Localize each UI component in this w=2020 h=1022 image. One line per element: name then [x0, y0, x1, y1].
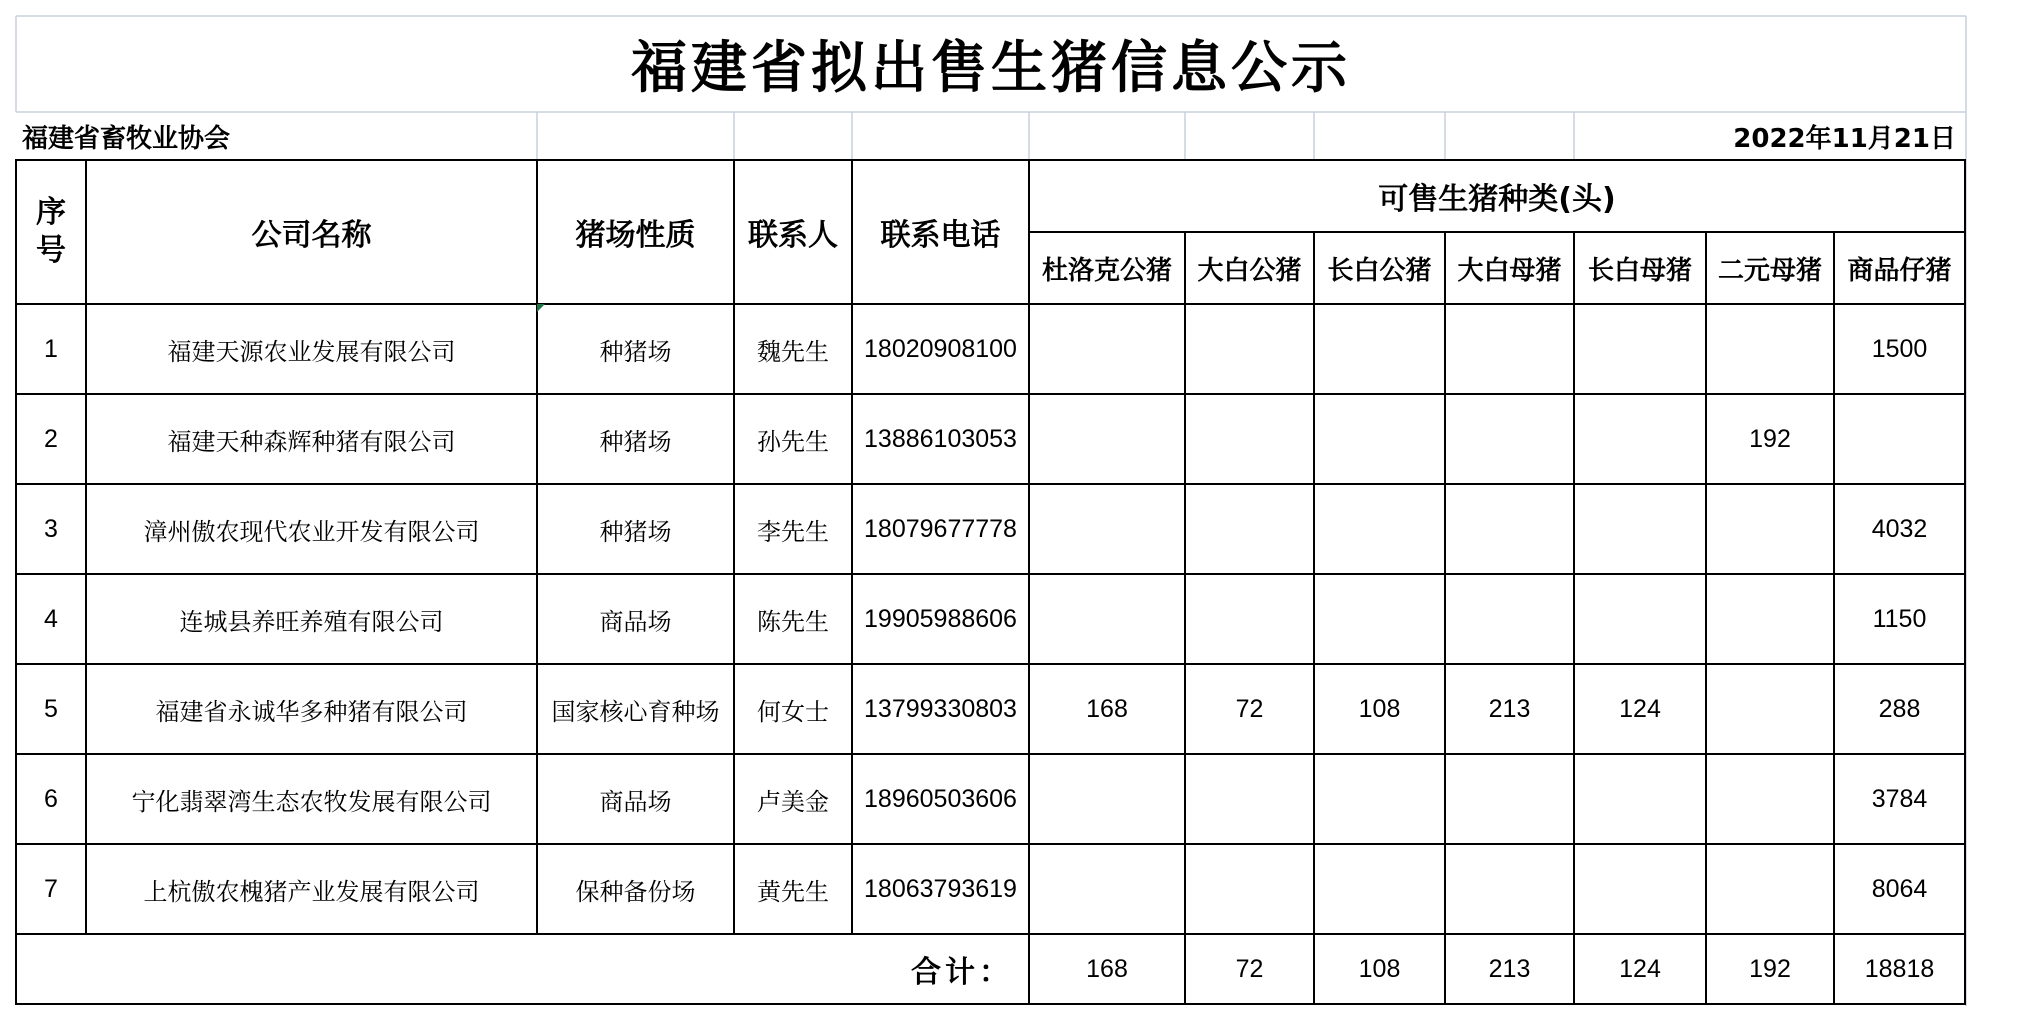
row-count-cell — [1445, 574, 1574, 664]
total-count-cell: 18818 — [1864, 954, 1935, 983]
row-phone: 18079677778 — [864, 514, 1017, 543]
header-contact: 联系人 — [748, 218, 838, 253]
page-title: 福建省拟出售生猪信息公示 — [631, 36, 1351, 101]
row-seq: 1 — [44, 334, 58, 363]
header-breed-group: 可售生猪种类(头) — [1378, 182, 1616, 217]
row-seq: 5 — [44, 694, 58, 723]
header-breed-commercial-piglet: 商品仔猪 — [1847, 255, 1952, 286]
row-count-cell: 168 — [1086, 694, 1128, 723]
header-breed-large-white-boar: 大白公猪 — [1197, 255, 1302, 286]
row-count-cell — [1574, 484, 1706, 574]
row-count-cell — [1185, 394, 1314, 484]
row-count-cell — [1445, 844, 1574, 934]
row-count-cell — [1185, 484, 1314, 574]
header-seq-line2: 号 — [36, 233, 66, 268]
row-company: 福建天源农业发展有限公司 — [167, 337, 456, 366]
row-company: 上杭傲农槐猪产业发展有限公司 — [143, 877, 480, 906]
row-count-cell: 108 — [1358, 694, 1401, 723]
total-count-cell: 108 — [1358, 954, 1401, 983]
total-count-cell: 72 — [1235, 954, 1264, 983]
row-seq: 6 — [44, 784, 58, 813]
row-farm-type: 种猪场 — [599, 517, 672, 546]
row-count-cell — [1314, 754, 1445, 844]
row-count-cell: 3784 — [1871, 784, 1928, 813]
row-count-cell: 8064 — [1871, 874, 1928, 903]
row-count-cell — [1185, 844, 1314, 934]
row-count-cell: 213 — [1488, 694, 1531, 723]
row-count-cell: 192 — [1749, 424, 1791, 453]
row-count-cell — [1834, 394, 1965, 484]
row-seq: 3 — [44, 514, 58, 543]
row-farm-type: 保种备份场 — [575, 877, 696, 906]
row-phone: 19905988606 — [864, 604, 1017, 633]
row-phone: 13799330803 — [864, 694, 1017, 723]
header-phone: 联系电话 — [880, 218, 1001, 253]
row-count-cell — [1445, 394, 1574, 484]
organization-name: 福建省畜牧业协会 — [22, 123, 231, 154]
row-count-cell — [1029, 484, 1185, 574]
total-label: 合计： — [911, 955, 1013, 990]
row-count-cell: 1500 — [1871, 334, 1928, 363]
row-count-cell: 72 — [1235, 694, 1264, 723]
row-count-cell — [1706, 664, 1834, 754]
row-farm-type: 商品场 — [599, 787, 672, 816]
row-count-cell — [1574, 844, 1706, 934]
row-contact: 孙先生 — [757, 427, 829, 456]
row-count-cell — [1314, 574, 1445, 664]
row-phone: 18960503606 — [864, 784, 1017, 813]
row-seq: 2 — [44, 424, 58, 453]
row-count-cell — [1029, 844, 1185, 934]
row-count-cell — [1706, 304, 1834, 394]
row-count-cell: 4032 — [1871, 514, 1928, 543]
row-contact: 陈先生 — [757, 607, 829, 636]
row-count-cell — [1706, 844, 1834, 934]
row-contact: 何女士 — [757, 697, 829, 726]
row-phone: 18063793619 — [864, 874, 1017, 903]
row-farm-type: 商品场 — [599, 607, 672, 636]
header-breed-landrace-sow: 长白母猪 — [1587, 255, 1692, 286]
row-count-cell — [1185, 574, 1314, 664]
row-farm-type: 种猪场 — [599, 337, 672, 366]
row-count-cell — [1314, 844, 1445, 934]
row-count-cell — [1706, 574, 1834, 664]
total-count-cell: 213 — [1488, 954, 1531, 983]
row-seq: 7 — [44, 874, 58, 903]
row-count-cell — [1029, 574, 1185, 664]
header-seq — [16, 160, 86, 304]
row-contact: 卢美金 — [757, 787, 829, 816]
row-count-cell — [1574, 394, 1706, 484]
row-count-cell — [1706, 754, 1834, 844]
row-farm-type: 国家核心育种场 — [551, 697, 720, 726]
row-count-cell — [1574, 754, 1706, 844]
header-breed-duroc-boar: 杜洛克公猪 — [1041, 255, 1172, 286]
row-count-cell — [1445, 754, 1574, 844]
row-company: 宁化翡翠湾生态农牧发展有限公司 — [131, 787, 492, 816]
row-seq: 4 — [44, 604, 58, 633]
row-company: 漳州傲农现代农业开发有限公司 — [143, 517, 480, 546]
row-contact: 黄先生 — [757, 877, 829, 906]
row-count-cell: 1150 — [1872, 604, 1927, 633]
row-phone: 13886103053 — [864, 424, 1017, 453]
total-count-cell: 168 — [1086, 954, 1128, 983]
row-company: 连城县养旺养殖有限公司 — [179, 607, 444, 636]
publish-date: 2022年11月21日 — [1733, 123, 1956, 154]
total-count-cell: 192 — [1749, 954, 1791, 983]
row-count-cell — [1314, 304, 1445, 394]
header-breed-crossbred-sow: 二元母猪 — [1717, 255, 1822, 286]
header-company: 公司名称 — [251, 218, 372, 253]
total-count-cell: 124 — [1619, 954, 1661, 983]
row-farm-type: 种猪场 — [599, 427, 672, 456]
header-farm-type: 猪场性质 — [575, 218, 696, 253]
header-breed-large-white-sow: 大白母猪 — [1457, 255, 1562, 286]
row-count-cell — [1574, 574, 1706, 664]
header-breed-landrace-boar: 长白公猪 — [1327, 255, 1432, 286]
row-count-cell: 288 — [1878, 694, 1921, 723]
row-phone: 18020908100 — [864, 334, 1017, 363]
row-count-cell — [1445, 304, 1574, 394]
header-seq-line1: 序 — [36, 195, 66, 230]
row-count-cell — [1185, 304, 1314, 394]
row-count-cell — [1706, 484, 1834, 574]
row-count-cell — [1029, 304, 1185, 394]
row-count-cell: 124 — [1619, 694, 1661, 723]
row-company: 福建天种森辉种猪有限公司 — [167, 427, 456, 456]
row-count-cell — [1314, 394, 1445, 484]
row-count-cell — [1029, 754, 1185, 844]
row-contact: 李先生 — [757, 517, 829, 546]
row-contact: 魏先生 — [757, 337, 829, 366]
row-count-cell — [1029, 394, 1185, 484]
row-count-cell — [1314, 484, 1445, 574]
row-count-cell — [1574, 304, 1706, 394]
row-count-cell — [1445, 484, 1574, 574]
row-company: 福建省永诚华多种猪有限公司 — [155, 697, 468, 726]
row-count-cell — [1185, 754, 1314, 844]
